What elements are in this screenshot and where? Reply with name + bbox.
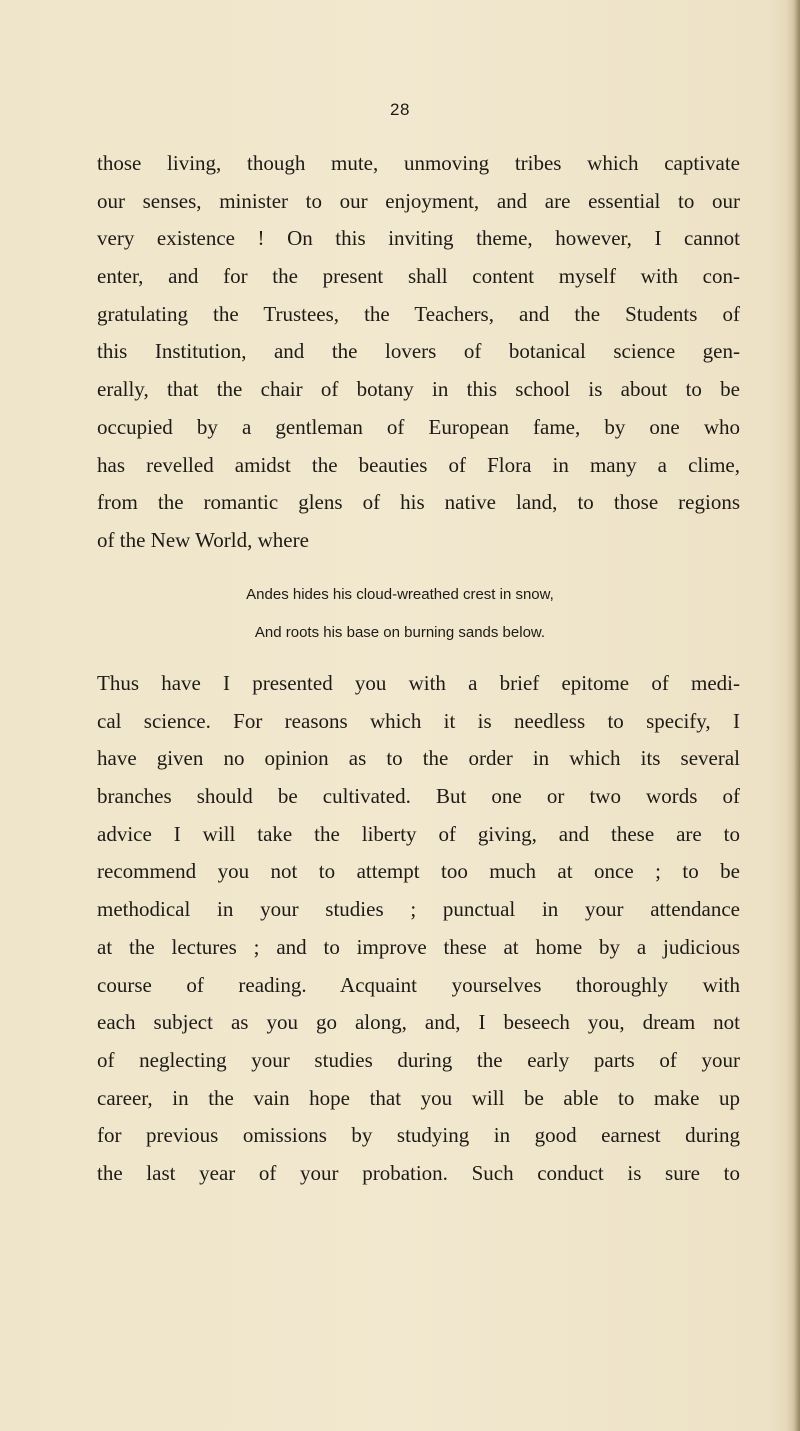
text-line: the last year of your probation. Such conduct is sure to (97, 1160, 740, 1185)
text-line: from the romantic glens of his native land, to those regions (97, 490, 740, 515)
text-line: gratulating the Trustees, the Teachers, and the Students of (97, 301, 740, 326)
text-line: enter, and for the present shall content myself with con- (97, 264, 740, 289)
verse-line-1: Andes hides his cloud-wreathed crest in snow, (246, 586, 554, 603)
paragraph-2 (97, 665, 740, 1193)
text-line: course of reading. Acquaint yourselves thoroughly with (97, 972, 740, 997)
text-line: occupied by a gentleman of European fame, by one who (97, 414, 740, 439)
text-line: Thus have I presented you with a brief epitome of medi- (97, 671, 740, 695)
text-line: advice I will take the liberty of giving, and these are to (97, 821, 740, 846)
text-line: of the New World, where (97, 527, 309, 552)
text-line: methodical in your studies ; punctual in your attendance (97, 897, 740, 922)
text-line: at the lectures ; and to improve these at home by a judicious (97, 934, 740, 959)
text-line: those living, though mute, unmoving tribes which captivate (97, 151, 740, 175)
text-line: erally, that the chair of botany in this school is about to be (97, 377, 740, 402)
page-number: 28 (390, 100, 410, 119)
text-line: this Institution, and the lovers of botanical science gen- (97, 339, 740, 364)
paragraph-1 (97, 145, 740, 560)
text-line: of neglecting your studies during the early parts of your (97, 1047, 740, 1072)
text-line: each subject as you go along, and, I beseech you, dream not (97, 1010, 740, 1035)
text-line: cal science. For reasons which it is needless to specify, I (97, 708, 740, 733)
verse-line-2: And roots his base on burning sands below. (254, 624, 546, 641)
text-line: branches should be cultivated. But one or two words of (97, 784, 740, 809)
text-line: have given no opinion as to the order in which its several (97, 746, 740, 771)
page-edge-shadow (786, 0, 800, 1431)
text-line: recommend you not to attempt too much at once ; to be (97, 859, 740, 884)
text-line: for previous omissions by studying in good earnest during (97, 1123, 740, 1148)
text-line: career, in the vain hope that you will be able to make up (97, 1085, 740, 1110)
text-line: our senses, minister to our enjoyment, and are essential to our (97, 188, 740, 213)
text-line: very existence ! On this inviting theme, however, I cannot (97, 226, 740, 251)
text-line: has revelled amidst the beauties of Flora in many a clime, (97, 452, 740, 477)
